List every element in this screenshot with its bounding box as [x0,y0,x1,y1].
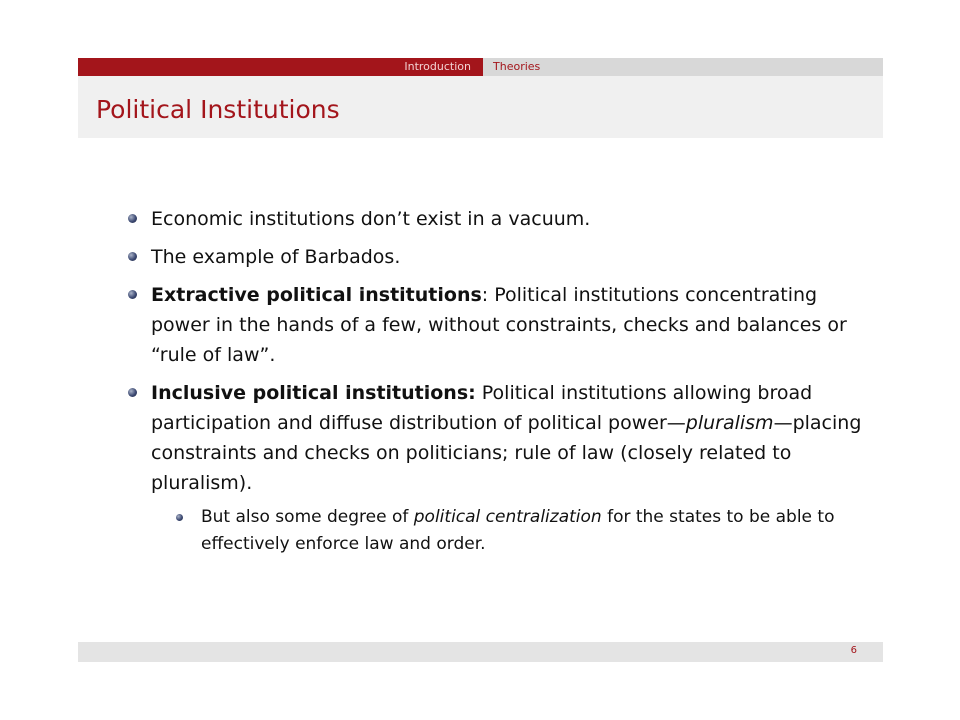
bullet-text: for the states to be able to effectively enforce law and order. [201,507,835,554]
slide-title: Political Institutions [96,95,340,124]
bullet-text: —placing constraints and checks on politicians; rule of law (closely related to pluralism). [151,412,862,494]
bullet-text: The example of Barbados. [151,246,401,268]
sub-bullet-ball-icon [176,514,183,521]
sub-bullet-centralization [176,504,868,558]
navigation-bar [78,58,883,76]
page-number: 6 [850,645,857,656]
bullet-list [128,204,868,558]
term-extractive: Extractive political institutions [151,284,482,306]
bullet-ball-icon [128,290,137,299]
title-bar [78,76,883,138]
nav-item-theories[interactable]: Theories [493,60,541,73]
bullet-barbados [128,242,868,272]
bullet-text: Political institutions allowing broad participation and diffuse distribution of political power— [151,382,813,434]
nav-item-introduction[interactable]: Introduction [404,60,471,73]
bullet-economic-institutions [128,204,868,234]
term-pluralism: pluralism [685,412,774,434]
bullet-extractive [128,280,868,370]
sub-bullet-list [151,504,868,558]
bullet-text: : Political institutions concentrating power in the hands of a few, without constraints, checks and balances or “rule of law”. [151,284,847,366]
bullet-ball-icon [128,214,137,223]
footer-bar [78,642,883,662]
term-inclusive: Inclusive political institutions: [151,382,476,404]
bullet-ball-icon [128,252,137,261]
bullet-text: Economic institutions don’t exist in a vacuum. [151,208,591,230]
nav-right-band [483,58,883,76]
nav-left-band [78,58,483,76]
bullet-text: But also some degree of [201,507,414,527]
bullet-inclusive [128,378,868,558]
term-political-centralization: political centralization [413,507,602,527]
slide [78,58,883,662]
slide-content [128,204,868,566]
bullet-ball-icon [128,388,137,397]
